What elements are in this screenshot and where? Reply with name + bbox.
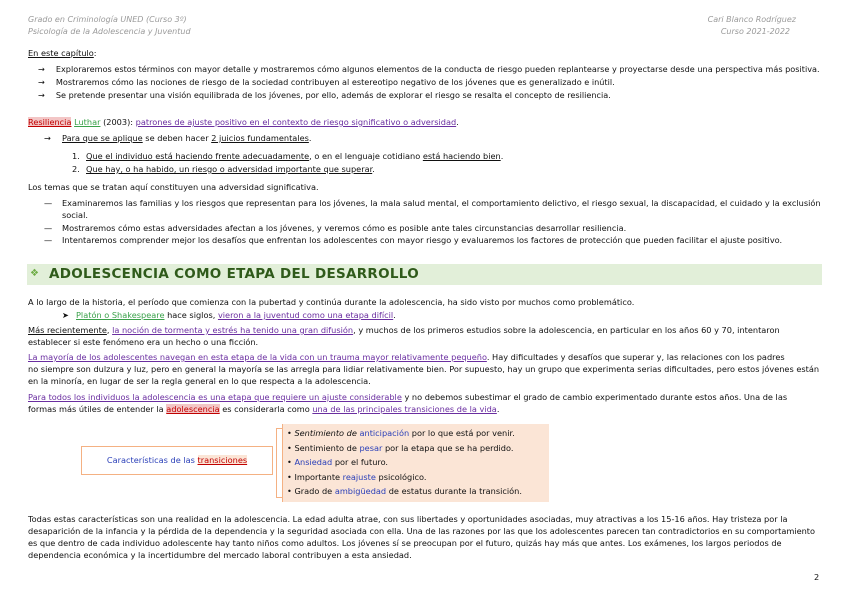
judgement-item: 2. Que hay, o ha habido, un riesgo o adversidad importante que superar. (72, 164, 375, 174)
transition-item: • Sentimiento de pesar por la etapa que se ha perdido. (287, 442, 514, 453)
paragraph: Para todos los individuos la adolescencia es una etapa que requiere un ajuste considerable y no debemos subestimar el grado de cambio experimentado durante estos años. Una de las (28, 392, 788, 402)
section-title: ADOLESCENCIA COMO ETAPA DEL DESARROLLO (49, 266, 420, 282)
transition-item: • Importante reajuste psicológico. (287, 471, 427, 482)
transitions-label-box: Características de las transiciones (81, 446, 273, 475)
temas-item: — Intentaremos comprender mejor los desafíos que enfrentan los adolescentes con mayor riesgo y evaluaremos los factores de protección que pueden facilitar el ajuste positivo. (44, 235, 783, 245)
resiliencia-term: Resiliencia (28, 117, 72, 127)
transitions-list (282, 424, 549, 502)
judgement-item: 1. Que el individuo está haciendo frente adecuadamente, o en el lenguaje cotidiano está haciendo bien. (72, 151, 504, 161)
paragraph: Más recientemente, la noción de tormenta y estrés ha tenido una gran difusión, y muchos de los primeros estudios sobre la adolescencia, en particular en los años 60 y 70, intentaron (28, 325, 780, 335)
resiliencia-definition: Resiliencia Luthar (2003): patrones de ajuste positivo en el contexto de riesgo significativo o adversidad. (28, 117, 459, 127)
transition-item: • Grado de ambigüedad de estatus durante la transición. (287, 486, 522, 496)
header-course: Grado en Criminología UNED (Curso 3º) (28, 15, 187, 24)
paragraph-line: formas más útiles de entender la adolescencia es considerarla como una de las principales transiciones de la vida. (28, 404, 500, 414)
transition-item: • Sentimiento de anticipación por lo que está por venir. (287, 428, 515, 438)
temas-lead: Los temas que se tratan aquí constituyen una adversidad significativa. (28, 182, 319, 192)
paragraph: La mayoría de los adolescentes navegan en esta etapa de la vida con un trauma mayor relativamente pequeño. Hay dificultades y desafíos que superar y, las relaciones con los padres (28, 352, 785, 362)
header-subject: Psicología de la Adolescencia y Juventud (28, 27, 191, 36)
author-name: Luthar (74, 117, 101, 127)
paragraph-sub: ➤ Platón o Shakespeare hace siglos, vieron a la juventud como una etapa difícil. (62, 310, 396, 320)
closing-line: Todas estas características son una realidad en la adolescencia. La edad adulta atrae, con sus libertades y oportunidades asociadas, muy atractivas a los 15-16 años. Hay tristeza por la (28, 514, 788, 524)
paragraph-line: establecer si este fenómeno era un hecho o una ficción. (28, 337, 259, 347)
arrow-bullet-icon: ➤ (62, 310, 69, 320)
temas-item-continued: social. (62, 210, 88, 220)
page-number: 2 (814, 572, 820, 582)
transition-item: • Ansiedad por el futuro. (287, 457, 389, 467)
intro-item: → Exploraremos estos términos con mayor detalle y mostraremos cómo algunos elementos de la conducta de riesgo pueden replantearse y proyectarse desde una perspectiva más positiva. (38, 64, 820, 74)
header-year: Curso 2021-2022 (720, 27, 790, 36)
intro-item: → Se pretende presentar una visión equilibrada de los jóvenes, por ello, además de explorar el riesgo se resalta el concepto de resiliencia. (38, 90, 611, 100)
paragraph-line: no siempre son dulzura y luz, pero en general la mayoría se las arregla para lidiar relativamente bien. Por supuesto, hay un grupo que experimenta serias dificultades, pero estos jóvenes están (28, 364, 820, 374)
intro-heading: En este capítulo: (28, 48, 97, 58)
intro-item: → Mostraremos cómo las nociones de riesgo de la sociedad contribuyen al estereotipo negativo de los jóvenes que es generalizado e inútil. (38, 77, 615, 87)
paragraph-line: en la minoría, en lugar de ser la regla general en lo que respecta a la adolescencia. (28, 376, 371, 386)
closing-line: desaparición de la infancia y la pérdida de la dependencia y la seguridad asociada con ella. Una de las razones por las que los adolescentes parecen tan contradictorios en su comportamiento (28, 526, 816, 536)
closing-line: dependencia económica y la incertidumbre del mercado laboral contribuyen a esta ansiedad. (28, 550, 412, 560)
resiliencia-condition: → Para que se aplique se deben hacer 2 juicios fundamentales. (44, 133, 312, 143)
paragraph: A lo largo de la historia, el período que comienza con la pubertad y continúa durante la adolescencia, ha sido visto por muchos como problemático. (28, 297, 635, 307)
closing-line: es que dentro de cada individuo adolescente hay tanto niños como adultos. Los jóvenes sí se preocupan por el futuro, quizás hay más que antes. Los exámenes, los largos periodos de (28, 538, 782, 548)
diamond-bullet-icon: ❖ (30, 268, 39, 279)
temas-item: — Examinaremos las familias y los riesgos que representan para los jóvenes, la mala salud mental, el comportamiento delictivo, el riesgo sexual, la discapacidad, el cuidado y la exclusión (44, 198, 821, 208)
temas-item: — Mostraremos cómo estas adversidades afectan a los jóvenes, y veremos cómo es posible ante tales circunstancias desarrollar resiliencia. (44, 223, 627, 233)
header-author: Cari Blanco Rodríguez (707, 15, 796, 24)
section-heading (27, 264, 822, 285)
